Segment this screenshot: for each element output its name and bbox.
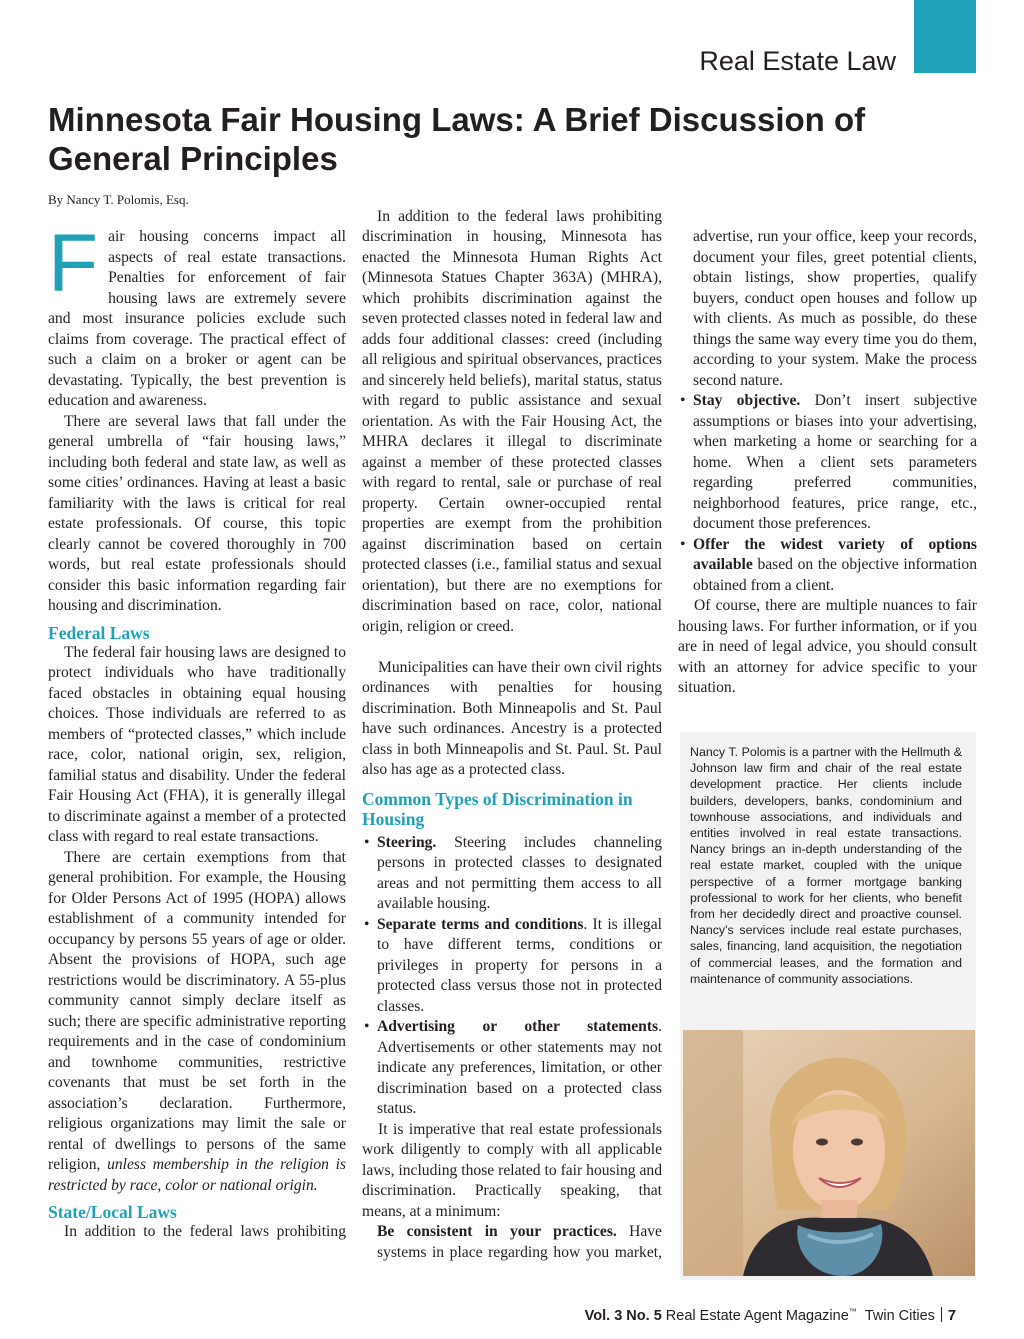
list-item: • Offer the widest variety of options available based on the objective information obtained from a client.: [680, 535, 977, 594]
page-number: 7: [947, 1308, 956, 1324]
list-item: • Stay objective. Don’t insert subjective assumptions or biases into your advertising, when marketing a home or searching for a home. When a client sets parameters regarding preferred communities, neighborhood features, price range, etc., document those preferences.: [680, 392, 977, 532]
trademark-symbol: ™: [848, 1307, 857, 1317]
footer-divider: [941, 1307, 942, 1322]
practices-list: [678, 227, 977, 596]
intro-paragraph: Fair housing concerns impact all aspects of real estate transactions. Penalties for enforcement of fair housing laws are extremely severe and most insurance policies exclude such claims from coverage. The practical effect of such a claim on a broker or agent can be devastating. Typically, the best prevention is education and awareness.: [48, 218, 346, 409]
paragraph-continues: In addition to the federal laws prohibiting: [64, 1223, 346, 1240]
paragraph: There are certain exemptions from that general prohibition. For example, the Housing for Older Persons Act of 1995 (HOPA) allows establishment of a community intended for occupancy by persons 55 years of age or older. Absent the provisions of HOPA, such age restrictions would be discriminatory. A 55-plus community cannot simply declare itself as such; there are specific administrative reporting requirements and in the case of condominium and townhome communities, restrictive covenants that must be set forth in the association’s declaration. Furthermore, religious organizations may limit the sale or rental of dwellings to persons of the same religion, unless membership in the religion is restricted by race, color or national origin.: [48, 848, 346, 1194]
paragraph: It is imperative that real estate professionals work diligently to comply with all applicable laws, including those related to fair housing and discrimination. Practically speaking, that means, at a minimum:: [362, 1120, 662, 1220]
heading-state-local-laws: State/Local Laws: [48, 1202, 177, 1222]
byline: By Nancy T. Polomis, Esq.: [48, 192, 189, 207]
list-item: • Advertising or other statements. Advertisements or other statements may not indicate any preferences, limitation, or other discrimination based on a protected class status.: [364, 1018, 662, 1117]
author-bio-text: Nancy T. Polomis is a partner with the Hellmuth & Johnson law firm and chair of the real estate development practice. Her clients include builders, developers, banks, condominium and townhouse associations, and individuals and entities involved in real estate transactions. Nancy brings an in-depth understanding of the real estate market, coupled with the unique perspective of a former mortgage banking professional to work for her clients, who benefit from her decidedly direct and proactive counsel. Nancy's services include real estate purchases, sales, financing, land acquisition, the negotiation of commercial leases, and the formation and maintenance of community associations.: [690, 745, 962, 986]
column-2: [362, 207, 662, 1263]
paragraph: The federal fair housing laws are designed to protect individuals who have traditionally faced obstacles in obtaining equal housing choices. Those individuals are referred to as members of “protected classes,” which include race, color, national origin, sex, religion, familial status and disability. Under the federal Fair Housing Act (FHA), it is generally illegal to discriminate against a member of a protected class with regard to real estate transactions.: [48, 643, 346, 845]
article-title: Minnesota Fair Housing Laws: A Brief Discussion of General Principles: [48, 101, 866, 177]
author-portrait-illustration: [683, 1030, 975, 1276]
closing-paragraph: Of course, there are multiple nuances to fair housing laws. For further information, or if you are in need of legal advice, you should consult with an attorney for advice specific to your situation.: [678, 597, 977, 696]
paragraph-continued: In addition to the federal laws prohibiting discrimination in housing, Minnesota has enacted the Minnesota Human Rights Act (Minnesota Statues Chapter 363A) (MHRA), which prohibits discrimination against the seven protected classes noted in federal law and adds four additional classes: creed (including all religious and spiritual observances, practices and sincerely held beliefs), marital status, status with regard to public assistance and sexual orientation. As with the Fair Housing Act, the MHRA declares it illegal to discriminate against a member of these protected classes with regard to rental, sale or purchase of real property. Certain owner-occupied rental properties are exempt from the prohibition against discrimination based on certain protected classes (i.e., familial status and sexual orientation), but there are no exemptions for discrimination based on race, color, national origin, religion or creed.: [362, 207, 662, 635]
city-name: Twin Cities: [864, 1308, 935, 1324]
column-1: [48, 218, 346, 1243]
section-label: Real Estate Law: [699, 46, 896, 76]
heading-federal-laws: Federal Laws: [48, 622, 150, 643]
page-footer: [585, 1307, 956, 1324]
list-item: • Steering. Steering includes channeling persons in protected classes to designated areas and not permitting them access to all available housing.: [364, 833, 662, 912]
author-photo: [683, 1030, 975, 1276]
header-accent-block: [914, 0, 976, 73]
list-item: • Separate terms and conditions. It is illegal to have different terms, conditions or privileges in property for persons in a protected class versus those not in protected classes.: [364, 915, 662, 1015]
discrimination-types-list: [362, 833, 662, 1120]
paragraph: Municipalities can have their own civil rights ordinances with penalties for housing discrimination. Both Minneapolis and St. Paul have such ordinances. Ancestry is a protected class in both Minneapolis and St. Paul. St. Paul also has age as a protected class.: [362, 658, 662, 778]
list-item-continued: advertise, run your office, keep your records, document your files, greet potential clients, obtain listings, show properties, qualify buyers, conduct open houses and follow up with clients. As much as possible, do these things the same way every time you do them, according to your system. Make the process second nature.: [693, 228, 977, 389]
issue-number: Vol. 3 No. 5: [584, 1308, 662, 1324]
magazine-name: Real Estate Agent Magazine: [665, 1308, 849, 1324]
practices-list-start: [362, 1222, 662, 1263]
drop-cap: F: [48, 218, 99, 309]
list-item: Be consistent in your practices. Have systems in place regarding how you market,: [377, 1223, 662, 1261]
paragraph: There are several laws that fall under the general umbrella of “fair housing laws,” including both federal and state law, as well as some cities’ ordinances. Having at least a basic familiarity with the laws is critical for real estate professionals. Of course, this topic clearly cannot be covered thoroughly in 700 words, but real estate professionals should consider this basic information regarding fair housing and discrimination.: [48, 412, 346, 614]
column-3: [678, 227, 977, 699]
heading-common-types: Common Types of Discrimination in Housing: [362, 788, 633, 829]
